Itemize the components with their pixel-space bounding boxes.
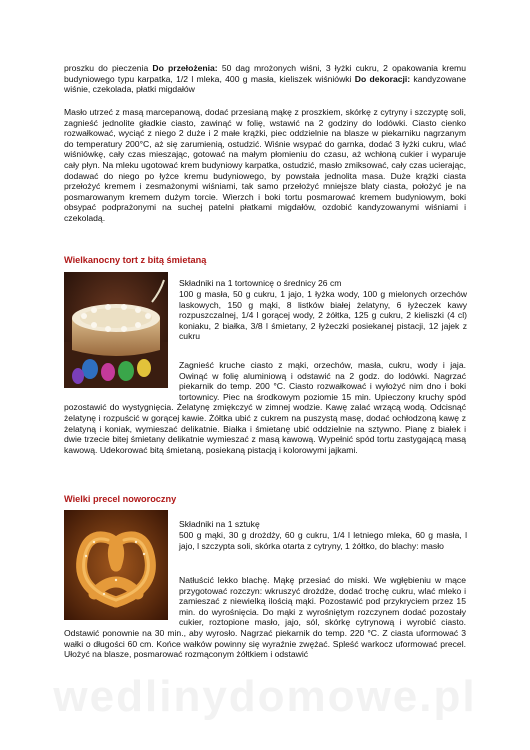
label-przelozenie: Do przełożenia: bbox=[152, 63, 218, 73]
recipe1-method: Masło utrzeć z masą marcepanową, dodać przesianą mąkę z proszkiem, skórkę z cytryny i szczyptę soli, zagnieść jednolite gładkie ciasto, zawinąć w folię, wstawić na 2 godziny do lodówki. Ciasto cienko rozwałkować, wyciąć z niego 2 duże i 2 małe krążki, piec oddzielnie na blasze w piekarniku nagrzanym do temperatury 200°C, aż się zarumienią, ostudzić. Wiśnie wsypać do garnka, dodać 3 łyżki cukru, wlać wiśniówkę, cały czas mieszając, gotować na małym płomieniu do czasu, aż wchłoną cukier i wyparuje cały płyn. Na mleku ugotować krem budyniowy karpatka, ostudzić, masło zmiksować, cały czas ucierając, dodawać do niego po łyżce kremu budyniowego, by powstała jednolita masa. Duże krążki ciasta przełożyć kremem i zesmażonymi wiśniami, tak samo przełożyć mniejsze blaty ciasta, położyć je na posmarowanym kremem dużym torcie. Wierzch i boki tortu posmarować kremem budyniowym, boki obsypać podprażonymi na suchej patelni płatkami migdałów, ozdobić kandyzowanymi wiśniami i czekoladą. bbox=[64, 107, 466, 223]
intro-text-c: kandyzowane wiśnie, czekolada, płatki migdałów bbox=[64, 73, 466, 95]
photo-wrap-spacer-2 bbox=[64, 575, 179, 623]
recipe3-ingredients: 500 g mąki, 30 g drożdży, 60 g cukru, 1/4 l letniego mleka, 60 g masła, l jajo, l szczypta soli, skórka otarta z cytryny, 1 żółtko, do blachy: masło bbox=[179, 530, 467, 551]
watermark: wedlinydomowe.pl bbox=[53, 672, 477, 721]
recipe3-title: Wielki precel noworoczny bbox=[64, 494, 177, 504]
recipe3-method: Natłuścić lekko blachę. Mąkę przesiać do miski. We wgłębieniu w mące przygotować rozczyn: wkruszyć drożdże, dodać trochę cukru, wlać mleko i zamieszać z niewielką ilością mąki. Pozostawić pod przykryciem przez 15 min. do wyrośnięcia. Do mąki z wyrośniętym rozczynem dodać pozostały cukier, roztopione masło, jajo, sól, skórkę cytrynową i wyrobić ciasto. Odstawić ponownie na 30 min., aby wyrosło. Nagrzać piekarnik do temp. 220 °C. Z ciasta uformować 3 wałki o długości 60 cm. Końce wałków powinny się wyraźnie zwężać. Spleść warkocz uformować precel. Ułożyć na blasze, posmarować rozmąconym żółtkiem i odstawić bbox=[64, 575, 466, 660]
recipe2-ingredients-head: Składniki na 1 tortownicę o średnicy 26 cm bbox=[179, 278, 342, 288]
recipe2-title: Wielkanocny tort z bitą śmietaną bbox=[64, 255, 207, 265]
label-dekoracja: Do dekoracji: bbox=[354, 73, 411, 84]
intro-text-b: 50 dag mrożonych wiśni, 3 łyżki cukru, 2 opakowania kremu budyniowego typu karpatka, 1/2 l mleka, 400 g masła, kieliszek wiśniówki bbox=[64, 63, 466, 84]
recipe3-ingredients-head: Składniki na 1 sztukę bbox=[179, 519, 260, 529]
intro-paragraph bbox=[64, 63, 466, 95]
recipe3-method-block bbox=[64, 575, 466, 660]
recipe2-ingredients: 100 g masła, 50 g cukru, 1 jajo, 1 łyżka wody, 100 g mielonych orzechów laskowych, 150 g mąki, 8 listków białej żelatyny, 6 łyżeczek kawy rozpuszczalnej, 1/4 l gorącej wody, 2 żółtka, 125 g cukru, 2 kieliszki (4 cl) koniaku, 2 białka, 3/8 l śmietany, 2 łyżeczki posiekanej pistacji, 12 jajek z cukru bbox=[179, 289, 467, 342]
recipe2-method-block bbox=[64, 360, 466, 455]
recipe2-method: Zagnieść kruche ciasto z mąki, orzechów, masła, cukru, wody i jaja. Owinąć w folię aluminiową i odstawić na 2 godz. do lodówki. Nagrzać piekarnik do temp. 200 °C. Ciasto rozwałkować i wyłożyć nim dno i boki tortownicy. Piec na środkowym poziomie 15 min. Upieczony kruchy spód pozostawić do wystygnięcia. Żelatynę zmiękczyć w zimnej wodzie. Kawę zalać wrzącą wodą. Odcisnąć żelatynę i rozpuścić w gorącej kawie. Żółtka ubić z cukrem na puszystą masę, dodać ochłodzoną kawę z żelatyną i koniak, wymieszać delikatnie. Białka i śmietanę ubić oddzielnie na sztywno. Pianę z białek i dwie trzecie bitej śmietany delikatnie wymieszać z masą kawową. Wypełnić spód tortu zastygającą masą kawową. Udekorować bitą śmietaną, posiekaną pistacją i kolorowymi jajkami. bbox=[64, 360, 466, 455]
intro-text-a: proszku do pieczenia bbox=[64, 63, 153, 73]
photo-wrap-spacer bbox=[64, 360, 179, 395]
